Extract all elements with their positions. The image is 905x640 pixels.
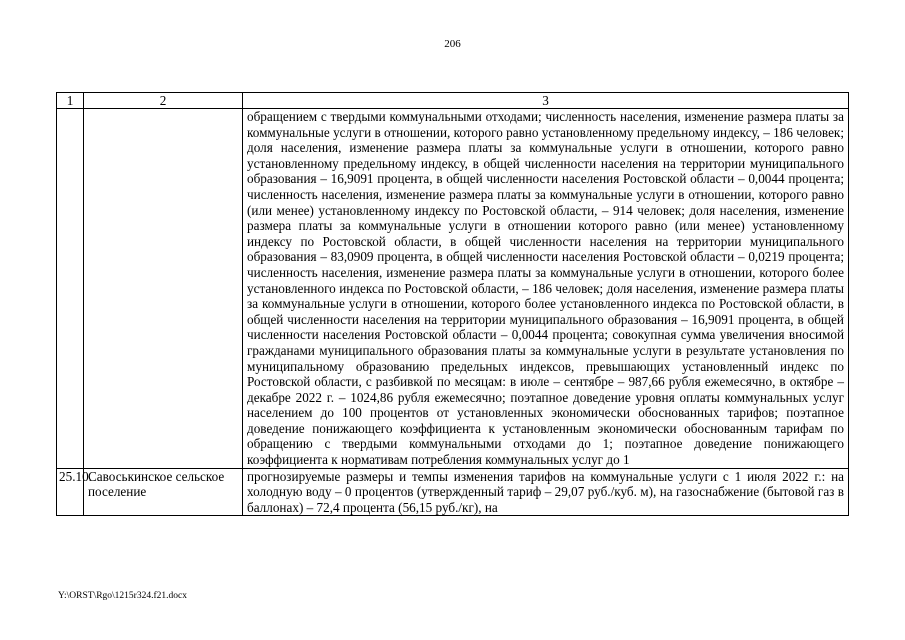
header-col-3: 3 — [243, 93, 849, 109]
row-number: 25.10. — [57, 468, 84, 516]
row-text: обращением с твердыми коммунальными отходами; численность населения, изменение размера платы за коммунальные услуги в отношении, которого равно установленному предельному индексу, – 186 человек; доля населения, изменение размера платы за коммунальные услуги в отношении, которого равно установленному предельному индексу, в общей численности населения на территории муниципального образования – 16,9091 процента, в общей численности населения Ростовской области – 0,0044 процента; численность населения, изменение размера платы за коммунальные услуги в отношении, которого равно (или менее) установленному индексу по Ростовской области, – 914 человек; доля населения, изменение размера платы за коммунальные услуги в отношении которого равно (или менее) установленному индексу по Ростовской области, в общей численности населения на территории муниципального образования – 83,0909 процента, в общей численности населения Ростовской области – 0,0219 процента; численность населения, изменение размера платы за коммунальные услуги в отношении, которого более установленного индекса по Ростовской области, – 186 человек; доля населения, изменение размера платы за коммунальные услуги в отношении, которого более установленного индекса по Ростовской области, в общей численности населения на территории муниципального образования – 16,9091 процента, в общей численности населения Ростовской области – 0,0044 процента; совокупная сумма увеличения вносимой гражданами муниципального образования платы за коммунальные услуги в результате установления по муниципальному образованию предельных индексов, превышающих установленный индекс по Ростовской области, с разбивкой по месяцам: в июле – сентябре – 987,66 рубля ежемесячно, в октябре – декабре 2022 г. – 1024,86 рубля ежемесячно; поэтапное доведение уровня оплаты коммунальных услуг населением до 100 процентов от установленных экономически обоснованных тарифов; поэтапное доведение понижающего коэффициента к установленным экономически обоснованным тарифам по обращению с твердыми коммунальными отходами до 1; поэтапное доведение понижающего коэффициента к нормативам потребления коммунальных услуг до 1 — [243, 109, 849, 469]
row-name — [84, 109, 243, 469]
table-header-row — [57, 93, 849, 109]
document-table — [56, 92, 849, 516]
row-name: Савоськинское сельское поселение — [84, 468, 243, 516]
footer-file-path: Y:\ORST\Rgo\1215r324.f21.docx — [58, 591, 187, 601]
table-row — [57, 468, 849, 516]
table-row — [57, 109, 849, 469]
row-number — [57, 109, 84, 469]
header-col-1: 1 — [57, 93, 84, 109]
header-col-2: 2 — [84, 93, 243, 109]
row-text: прогнозируемые размеры и темпы изменения тарифов на коммунальные услуги с 1 июля 2022 г.: на холодную воду – 0 процентов (утвержденный тариф – 29,07 руб./куб. м), на газоснабжение (бытовой газ в баллонах) – 72,4 процента (56,15 руб./кг), на — [243, 468, 849, 516]
page-number: 206 — [444, 38, 461, 50]
